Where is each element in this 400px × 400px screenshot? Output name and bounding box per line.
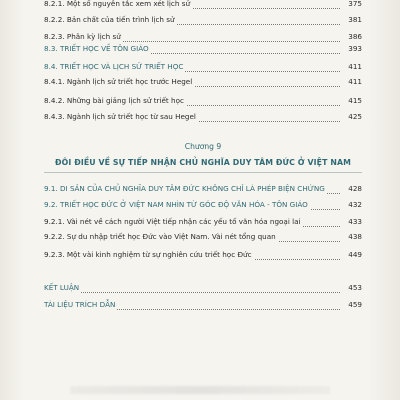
toc-entry-label: TÀI LIỆU TRÍCH DẪN <box>44 300 116 309</box>
toc-entry[interactable] <box>44 43 362 55</box>
toc-entry[interactable] <box>44 14 362 26</box>
toc-entry[interactable] <box>44 0 362 10</box>
chapter-rule <box>44 172 362 173</box>
toc-entry-page: 386 <box>348 32 362 41</box>
toc-entry[interactable] <box>44 95 362 107</box>
toc-entry-label: 8.4.3. Ngành lịch sử triết học từ sau Hegel <box>44 112 196 121</box>
toc-entry-label: 8.4.1. Ngành lịch sử triết học trước Hegel <box>44 77 193 86</box>
chapter-subtitle: ĐÔI ĐIỀU VỀ SỰ TIẾP NHẬN CHỦ NGHĨA DUY TÂM ĐỨC Ở VIỆT NAM <box>55 158 351 167</box>
toc-entry-label: 8.2.2. Bản chất của tiến trình lịch sử <box>44 15 175 24</box>
toc-entry[interactable] <box>44 282 362 294</box>
toc-entry[interactable] <box>44 216 362 228</box>
toc-entry-label: 9.2.1. Vài nét về cách người Việt tiếp nhận các yếu tố văn hóa ngoại lai <box>44 217 301 226</box>
toc-entry-label: 8.2.1. Một số nguyên tắc xem xét lịch sử <box>44 0 191 8</box>
toc-entry-page: 459 <box>348 300 362 309</box>
toc-entry-page: 415 <box>348 96 362 105</box>
toc-entry-label: 8.3. TRIẾT HỌC VỀ TÔN GIÁO <box>44 44 149 53</box>
toc-entry-label: 9.2.2. Sự du nhập triết học Đức vào Việt Nam. Vài nét tổng quan <box>44 232 276 241</box>
toc-entry-page: 393 <box>348 44 362 53</box>
dot-leader <box>44 292 340 293</box>
toc-entry-page: 411 <box>348 77 362 86</box>
toc-entry-label: 8.4.2. Những bài giảng lịch sử triết học <box>44 96 184 105</box>
toc-entry-page: 425 <box>348 112 362 121</box>
toc-entry-page: 433 <box>348 217 362 226</box>
toc-entry-page: 428 <box>348 184 362 193</box>
toc-entry[interactable] <box>44 199 362 211</box>
toc-entry-label: 8.2.3. Phân kỳ lịch sử <box>44 32 121 41</box>
toc-entry[interactable] <box>44 111 362 123</box>
toc-entry[interactable] <box>44 183 362 195</box>
toc-entry-page: 438 <box>348 232 362 241</box>
bleed-through-text <box>70 386 330 394</box>
toc-entry[interactable] <box>44 76 362 88</box>
toc-entry-page: 375 <box>348 0 362 8</box>
toc-entry-label: 9.2.3. Một vài kinh nghiệm từ sự nghiên cứu triết học Đức <box>44 250 252 259</box>
toc-entry[interactable] <box>44 231 362 243</box>
toc-entry-page: 411 <box>348 62 362 71</box>
toc-entry-page: 432 <box>348 200 362 209</box>
chapter-title: Chương 9 <box>184 142 222 151</box>
toc-entry-page: 453 <box>348 283 362 292</box>
toc-entry[interactable] <box>44 31 362 43</box>
toc-entry-label: 8.4. TRIẾT HỌC VÀ LỊCH SỬ TRIẾT HỌC <box>44 62 184 71</box>
toc-entry[interactable] <box>44 249 362 261</box>
toc-entry-label: KẾT LUẬN <box>44 283 80 292</box>
toc-entry-page: 381 <box>348 15 362 24</box>
toc-entry[interactable] <box>44 61 362 73</box>
toc-entry-label: 9.2. TRIẾT HỌC ĐỨC Ở VIỆT NAM NHÌN TỪ GÓC ĐỘ VĂN HÓA - TÔN GIÁO <box>44 200 308 209</box>
toc-entry-page: 449 <box>348 250 362 259</box>
toc-entry[interactable] <box>44 299 362 311</box>
toc-entry-label: 9.1. DI SẢN CỦA CHỦ NGHĨA DUY TÂM ĐỨC KHÔNG CHỈ LÀ PHÉP BIỆN CHỨNG <box>44 184 325 193</box>
